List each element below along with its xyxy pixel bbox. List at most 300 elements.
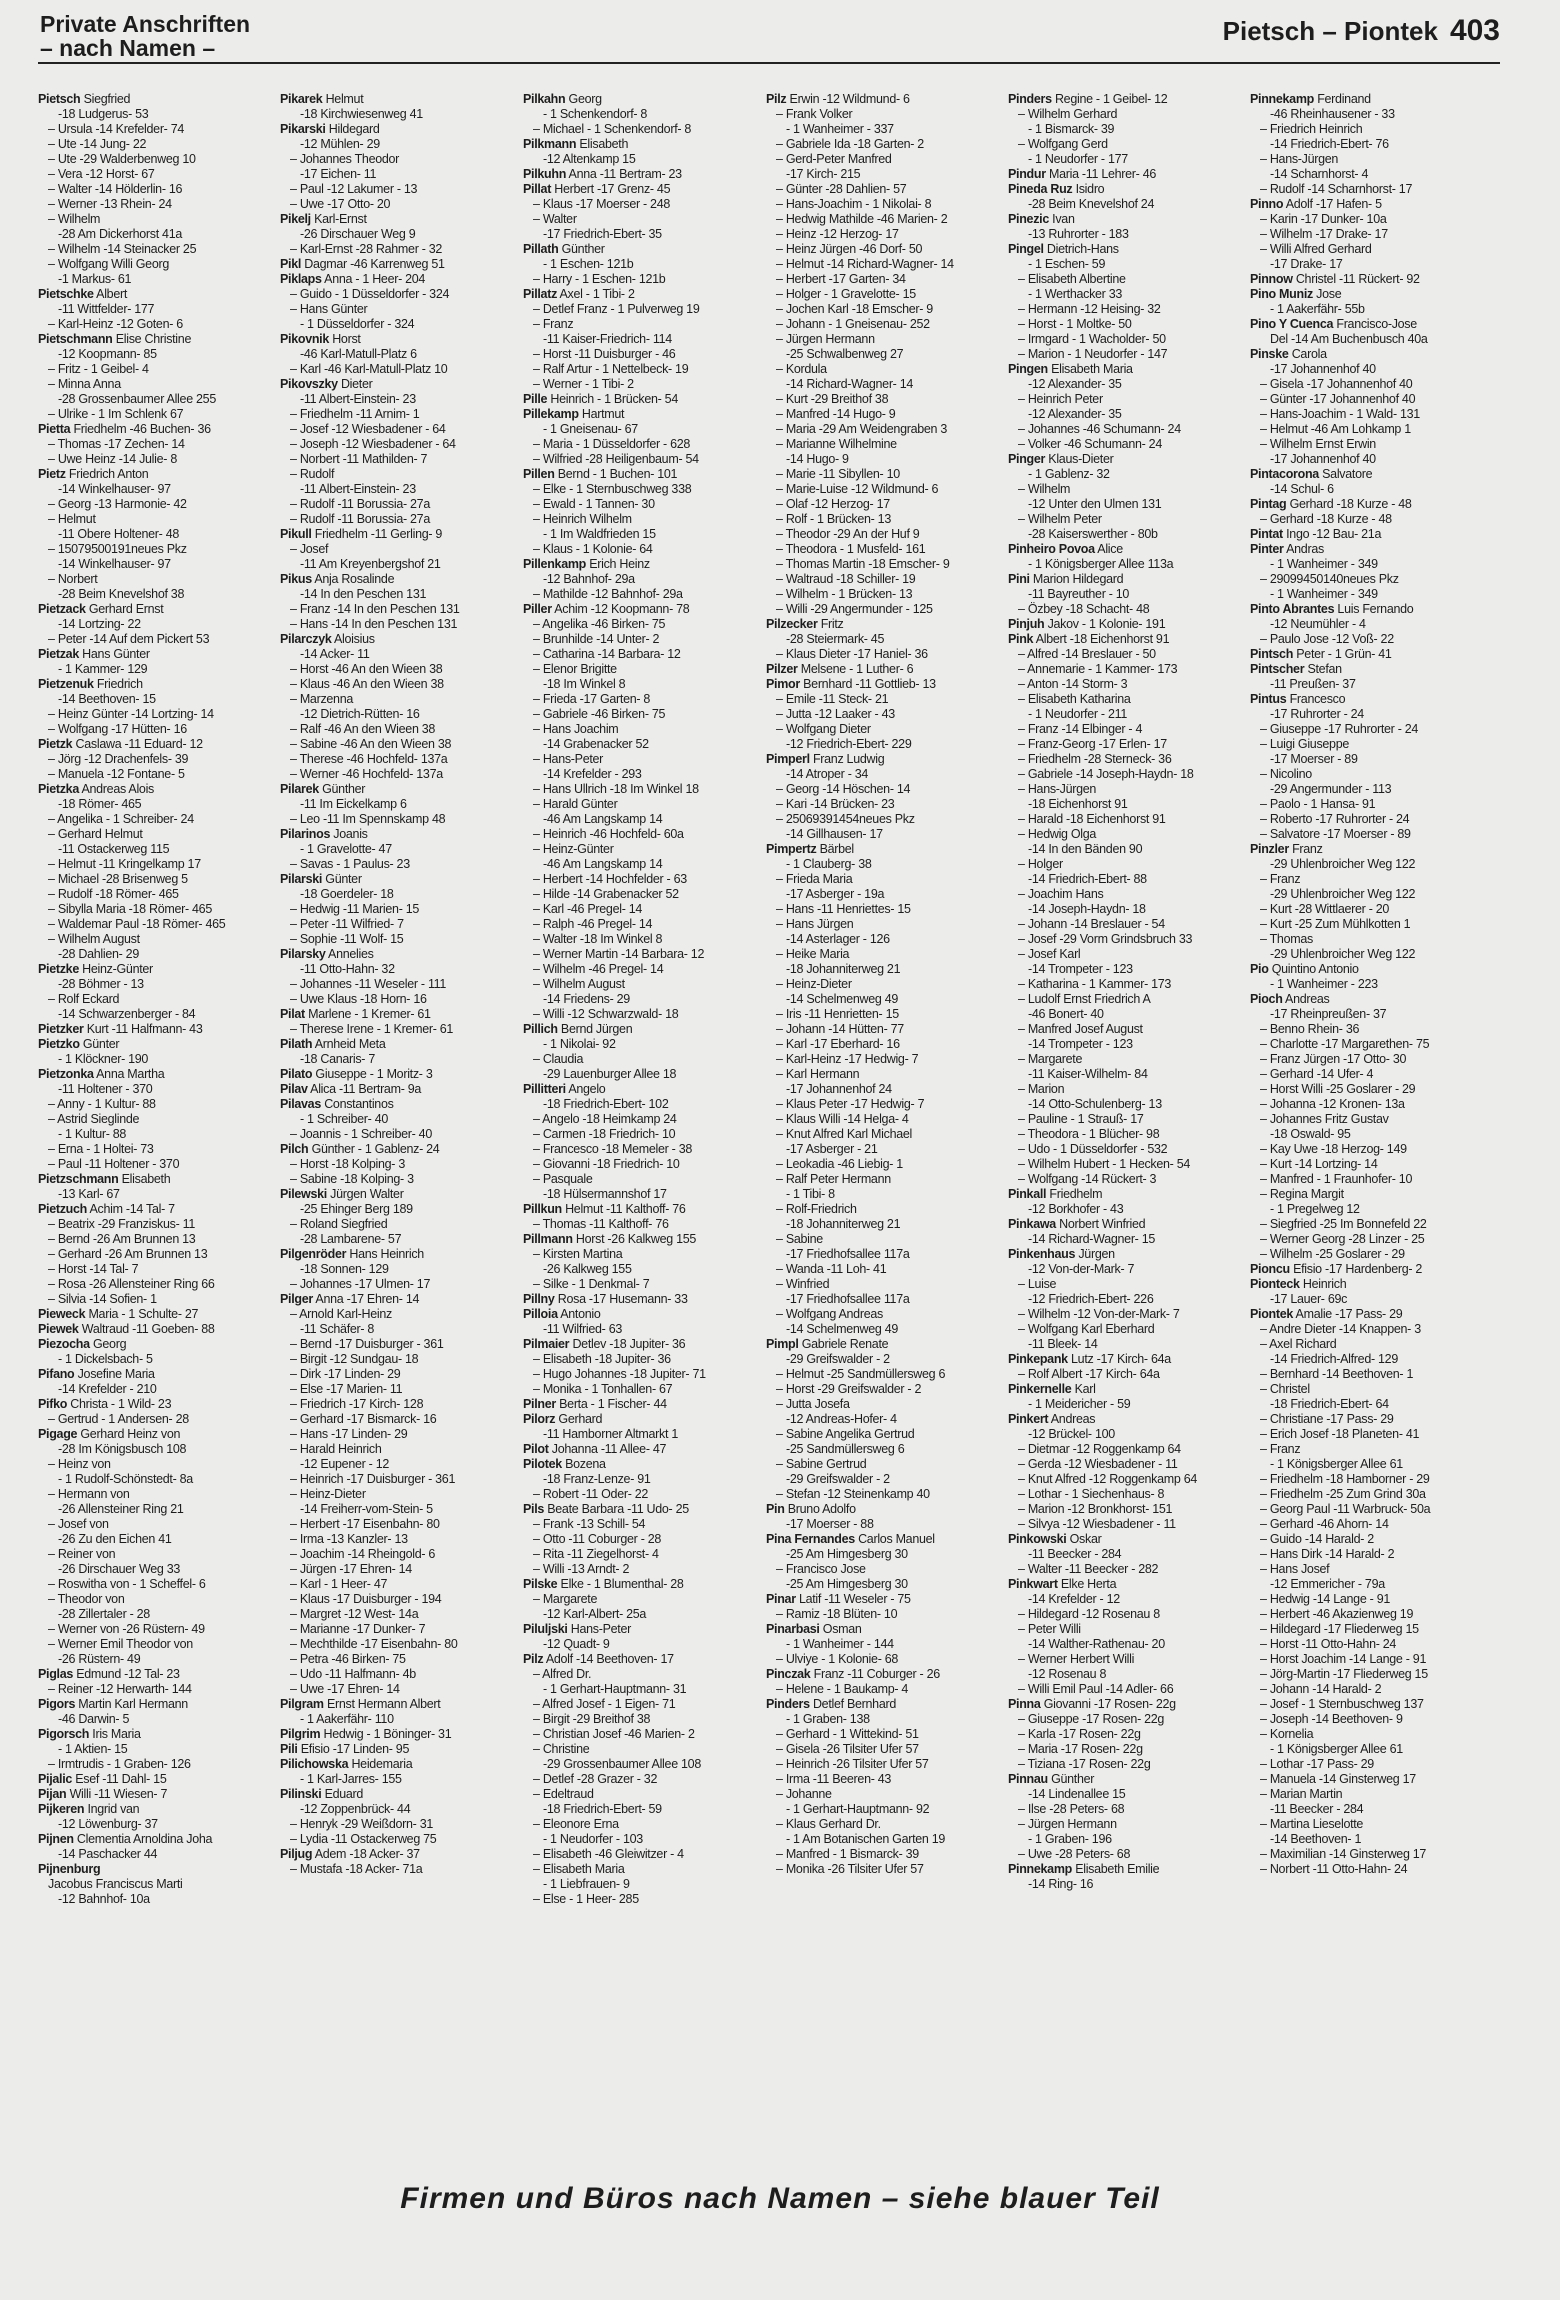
- entry-text: – Monika -26 Tilsiter Ufer 57: [776, 1862, 924, 1876]
- directory-entry: [523, 1247, 763, 1262]
- directory-entry: [1008, 767, 1248, 782]
- entry-text: – Silke - 1 Denkmal- 7: [533, 1277, 650, 1291]
- directory-entry: [38, 1397, 278, 1412]
- directory-entry: [1008, 992, 1248, 1007]
- entry-text: -11 Schäfer- 8: [300, 1322, 375, 1336]
- directory-entry: [1250, 1427, 1490, 1442]
- directory-entry: [766, 332, 1006, 347]
- directory-entry: [766, 527, 1006, 542]
- entry-text: – Francesco -18 Memeler - 38: [533, 1142, 693, 1156]
- entry-text: – Klaus -17 Duisburger - 194: [290, 1592, 442, 1606]
- entry-text: Franz: [1292, 842, 1323, 856]
- directory-entry: [523, 1862, 763, 1877]
- directory-entry: [280, 917, 520, 932]
- directory-entry: [523, 752, 763, 767]
- directory-entry: [38, 1112, 278, 1127]
- entry-text: -12 Borkhofer - 43: [1028, 1202, 1124, 1216]
- entry-text: -12 Bahnhof- 10a: [58, 1892, 150, 1906]
- directory-entry: [38, 1217, 278, 1232]
- directory-entry: [280, 767, 520, 782]
- entry-text: Gabriele Renate: [801, 1337, 889, 1351]
- directory-column: [523, 92, 763, 2162]
- directory-entry: [38, 1307, 278, 1322]
- entry-text: – Jürgen Hermann: [1018, 1817, 1117, 1831]
- directory-entry: [766, 1322, 1006, 1337]
- directory-entry: [1250, 92, 1490, 107]
- entry-text: -17 Johannenhof 40: [1270, 362, 1376, 376]
- directory-entry: [1008, 1097, 1248, 1112]
- directory-entry: [280, 1322, 520, 1337]
- directory-entry: [280, 1172, 520, 1187]
- entry-text: – Klaus -17 Moerser - 248: [533, 197, 671, 211]
- entry-text: – Johannes Theodor: [290, 152, 400, 166]
- directory-entry: [1008, 1607, 1248, 1622]
- directory-entry: [1008, 617, 1248, 632]
- entry-text: Ingo -12 Bau- 21a: [1286, 527, 1382, 541]
- entry-text: – Astrid Sieglinde: [48, 1112, 140, 1126]
- entry-surname: Pintag: [1250, 497, 1287, 511]
- directory-entry: [523, 557, 763, 572]
- directory-entry: [1250, 1667, 1490, 1682]
- directory-entry: [1250, 827, 1490, 842]
- entry-surname: Pikus: [280, 572, 312, 586]
- entry-surname: Pinczak: [766, 1667, 811, 1681]
- directory-entry: [38, 887, 278, 902]
- entry-text: – Roland Siegfried: [290, 1217, 388, 1231]
- directory-entry: [280, 1082, 520, 1097]
- entry-text: Franz Ludwig: [812, 752, 885, 766]
- directory-entry: [280, 347, 520, 362]
- directory-entry: [1008, 302, 1248, 317]
- entry-surname: Pietta: [38, 422, 71, 436]
- directory-entry: [1008, 737, 1248, 752]
- entry-surname: Pilkahn: [523, 92, 566, 106]
- directory-entry: [280, 677, 520, 692]
- directory-entry: [766, 542, 1006, 557]
- entry-text: – Giovanni -18 Friedrich- 10: [533, 1157, 680, 1171]
- entry-text: Hans Günter: [82, 647, 150, 661]
- entry-surname: Pina Fernandes: [766, 1532, 855, 1546]
- entry-text: – Wilhelm -25 Goslarer - 29: [1260, 1247, 1405, 1261]
- entry-text: -14 Schul- 6: [1270, 482, 1334, 496]
- entry-surname: Pinders: [1008, 92, 1052, 106]
- entry-text: -11 Albert-Einstein- 23: [300, 392, 416, 406]
- directory-entry: [280, 1367, 520, 1382]
- entry-text: - 1 Clauberg- 38: [786, 857, 872, 871]
- entry-text: - 1 Gerhart-Hauptmann- 92: [786, 1802, 930, 1816]
- entry-text: – Heinz-Dieter: [290, 1487, 366, 1501]
- directory-entry: [1250, 902, 1490, 917]
- directory-entry: [523, 1427, 763, 1442]
- directory-entry: [280, 722, 520, 737]
- entry-text: – Gisela -26 Tilsiter Ufer 57: [776, 1742, 919, 1756]
- entry-text: – Jutta -12 Laaker - 43: [776, 707, 895, 721]
- directory-entry: [766, 1127, 1006, 1142]
- entry-surname: Pijalic: [38, 1772, 73, 1786]
- directory-entry: [38, 467, 278, 482]
- directory-entry: [766, 467, 1006, 482]
- directory-entry: [38, 1082, 278, 1097]
- entry-text: – Maria -17 Rosen- 22g: [1018, 1742, 1143, 1756]
- directory-entry: [1250, 947, 1490, 962]
- entry-text: – Henryk -29 Weißdorn- 31: [290, 1817, 434, 1831]
- entry-text: – Hans-Peter: [533, 752, 604, 766]
- entry-surname: Pillny: [523, 1292, 555, 1306]
- entry-text: – Reiner von: [48, 1547, 116, 1561]
- directory-entry: [1250, 647, 1490, 662]
- entry-surname: Pilkmann: [523, 137, 577, 151]
- directory-entry: [766, 917, 1006, 932]
- entry-surname: Pinarbasi: [766, 1622, 820, 1636]
- directory-entry: [280, 1142, 520, 1157]
- directory-entry: [766, 1172, 1006, 1187]
- entry-text: Bernd - 1 Buchen- 101: [557, 467, 678, 481]
- directory-entry: [38, 1232, 278, 1247]
- entry-text: – Gerhard -14 Ufer- 4: [1260, 1067, 1374, 1081]
- directory-entry: [280, 1067, 520, 1082]
- entry-surname: Pilavas: [280, 1097, 321, 1111]
- directory-entry: [1250, 377, 1490, 392]
- entry-text: – Sabine -18 Kolping- 3: [290, 1172, 414, 1186]
- directory-entry: [523, 1757, 763, 1772]
- entry-text: - 1 Schreiber- 40: [300, 1112, 388, 1126]
- entry-text: – Vera -12 Horst- 67: [48, 167, 155, 181]
- entry-text: – Elenor Brigitte: [533, 662, 617, 676]
- entry-text: -12 Eupener - 12: [300, 1457, 390, 1471]
- entry-text: Marlene - 1 Kremer- 61: [308, 1007, 431, 1021]
- entry-text: – Robert -11 Oder- 22: [533, 1487, 649, 1501]
- entry-text: – Regina Margit: [1260, 1187, 1344, 1201]
- entry-text: – Walter: [533, 212, 577, 226]
- entry-text: – Charlotte -17 Margarethen- 75: [1260, 1037, 1430, 1051]
- directory-entry: [523, 902, 763, 917]
- entry-text: – Knut Alfred Karl Michael: [776, 1127, 913, 1141]
- entry-text: -14 Friedrich-Alfred- 129: [1270, 1352, 1398, 1366]
- entry-text: – Guido -14 Harald- 2: [1260, 1532, 1374, 1546]
- directory-entry: [1008, 272, 1248, 287]
- directory-entry: [38, 932, 278, 947]
- entry-text: -13 Ruhrorter - 183: [1028, 227, 1129, 241]
- entry-text: – Stefan -12 Steinenkamp 40: [776, 1487, 930, 1501]
- directory-entry: [1008, 1547, 1248, 1562]
- entry-text: Josefine Maria: [77, 1367, 155, 1381]
- directory-entry: [766, 1742, 1006, 1757]
- entry-text: Christa - 1 Wild- 23: [70, 1397, 172, 1411]
- directory-entry: [523, 1052, 763, 1067]
- entry-text: Heinrich: [1302, 1277, 1347, 1291]
- entry-surname: Piezocha: [38, 1337, 90, 1351]
- directory-entry: [280, 1052, 520, 1067]
- entry-text: Albert: [96, 287, 128, 301]
- entry-text: -28 Am Dickerhorst 41a: [58, 227, 183, 241]
- entry-text: – Silvia -14 Sofien- 1: [48, 1292, 157, 1306]
- directory-entry: [766, 137, 1006, 152]
- entry-text: -11 Kaiser-Friedrich- 114: [543, 332, 672, 346]
- directory-entry: [523, 527, 763, 542]
- directory-entry: [1008, 1367, 1248, 1382]
- entry-text: Ingrid van: [87, 1802, 140, 1816]
- directory-entry: [1008, 287, 1248, 302]
- directory-entry: [1008, 317, 1248, 332]
- directory-entry: [1008, 797, 1248, 812]
- entry-text: Antonio: [560, 1307, 601, 1321]
- directory-entry: [523, 137, 763, 152]
- entry-text: -28 Kaiserswerther - 80b: [1028, 527, 1158, 541]
- directory-entry: [766, 377, 1006, 392]
- entry-text: -14 Schelmenweg 49: [786, 992, 899, 1006]
- entry-text: -11 Ostackerweg 115: [58, 842, 170, 856]
- directory-entry: [280, 302, 520, 317]
- directory-entry: [38, 212, 278, 227]
- directory-entry: [280, 1607, 520, 1622]
- entry-text: Bernd Jürgen: [560, 1022, 633, 1036]
- entry-text: -26 Dirschauer Weg 33: [58, 1562, 181, 1576]
- directory-entry: [280, 257, 520, 272]
- entry-text: – Christiane -17 Pass- 29: [1260, 1412, 1394, 1426]
- entry-surname: Pinzler: [1250, 842, 1289, 856]
- entry-text: -14 Hugo- 9: [786, 452, 849, 466]
- directory-entry: [38, 407, 278, 422]
- entry-text: -11 Preußen- 37: [1270, 677, 1356, 691]
- directory-entry: [766, 617, 1006, 632]
- directory-entry: [1008, 242, 1248, 257]
- directory-entry: [766, 1022, 1006, 1037]
- directory-entry: [523, 1457, 763, 1472]
- directory-entry: [766, 1652, 1006, 1667]
- entry-text: – Wolfgang -17 Hütten- 16: [48, 722, 187, 736]
- directory-entry: [766, 1157, 1006, 1172]
- directory-entry: [766, 1667, 1006, 1682]
- directory-entry: [280, 1592, 520, 1607]
- directory-entry: [523, 1307, 763, 1322]
- directory-entry: [1250, 1097, 1490, 1112]
- entry-text: Dagmar -46 Karrenweg 51: [304, 257, 445, 271]
- entry-text: – Heinrich Peter: [1018, 392, 1103, 406]
- entry-text: Andreas Alois: [81, 782, 155, 796]
- entry-text: – Anny - 1 Kultur- 88: [48, 1097, 156, 1111]
- entry-text: – Wanda -11 Loh- 41: [776, 1262, 887, 1276]
- entry-text: – Kay Uwe -18 Herzog- 149: [1260, 1142, 1407, 1156]
- entry-text: – Maria - 1 Düsseldorfer - 628: [533, 437, 691, 451]
- directory-entry: [280, 827, 520, 842]
- directory-entry: [1008, 1262, 1248, 1277]
- entry-text: – Kornelia: [1260, 1727, 1314, 1741]
- directory-entry: [1008, 1187, 1248, 1202]
- entry-text: – Kurt -29 Breithof 38: [776, 392, 889, 406]
- entry-text: – Horst -11 Duisburger - 46: [533, 347, 676, 361]
- entry-text: – Rolf Albert -17 Kirch- 64a: [1018, 1367, 1160, 1381]
- directory-entry: [1250, 1772, 1490, 1787]
- entry-text: – Klaus - 1 Kolonie- 64: [533, 542, 653, 556]
- directory-entry: [38, 737, 278, 752]
- entry-text: – Lothar -17 Pass- 29: [1260, 1757, 1374, 1771]
- entry-text: -14 Krefelder - 12: [1028, 1592, 1120, 1606]
- entry-text: – Heinz -12 Herzog- 17: [776, 227, 899, 241]
- entry-text: -14 Richard-Wagner- 14: [786, 377, 914, 391]
- entry-text: Lutz -17 Kirch- 64a: [1071, 1352, 1171, 1366]
- entry-text: Alica -11 Bertram- 9a: [310, 1082, 422, 1096]
- entry-text: -29 Uhlenbroicher Weg 122: [1270, 857, 1416, 871]
- directory-entry: [1250, 737, 1490, 752]
- entry-text: – Günter -17 Johannenhof 40: [1260, 392, 1416, 406]
- entry-text: -18 Goerdeler- 18: [300, 887, 394, 901]
- directory-entry: [1008, 557, 1248, 572]
- entry-surname: Pietzka: [38, 782, 79, 796]
- entry-text: Amalie -17 Pass- 29: [1295, 1307, 1403, 1321]
- entry-text: -28 Böhmer - 13: [58, 977, 144, 991]
- entry-text: – Angelika -46 Birken- 75: [533, 617, 666, 631]
- directory-entry: [523, 1157, 763, 1172]
- directory-entry: [1008, 1772, 1248, 1787]
- entry-text: Elke - 1 Blumenthal- 28: [560, 1577, 684, 1591]
- directory-entry: [1250, 1367, 1490, 1382]
- entry-text: -18 Kirchwiesenweg 41: [300, 107, 423, 121]
- entry-text: – Bernd -17 Duisburger - 361: [290, 1337, 444, 1351]
- entry-text: Georg: [92, 1337, 127, 1351]
- entry-text: – Jürgen -17 Ehren- 14: [290, 1562, 412, 1576]
- directory-entry: [280, 1157, 520, 1172]
- entry-text: – Werner -13 Rhein- 24: [48, 197, 172, 211]
- directory-entry: [1250, 272, 1490, 287]
- entry-text: - 1 Dickelsbach- 5: [58, 1352, 153, 1366]
- entry-surname: Pietschmann: [38, 332, 113, 346]
- entry-text: -12 Friedrich-Ebert- 226: [1028, 1292, 1154, 1306]
- entry-text: -11 Beecker - 284: [1028, 1547, 1122, 1561]
- directory-entry: [1008, 1712, 1248, 1727]
- directory-entry: [766, 812, 1006, 827]
- entry-text: -14 Ring- 16: [1028, 1877, 1094, 1891]
- entry-surname: Pimor: [766, 677, 800, 691]
- directory-entry: [38, 692, 278, 707]
- directory-entry: [766, 992, 1006, 1007]
- entry-surname: Piglas: [38, 1667, 74, 1681]
- directory-entry: [38, 1667, 278, 1682]
- directory-entry: [766, 857, 1006, 872]
- entry-text: – Werner Emil Theodor von: [48, 1637, 193, 1651]
- entry-text: -14 Richard-Wagner- 15: [1028, 1232, 1156, 1246]
- entry-surname: Pilath: [280, 1037, 313, 1051]
- entry-text: – Wilfried -28 Heiligenbaum- 54: [533, 452, 699, 466]
- entry-text: -12 Emmericher - 79a: [1270, 1577, 1385, 1591]
- entry-text: – Elke - 1 Sternbuschweg 338: [533, 482, 692, 496]
- entry-text: Berta - 1 Fischer- 44: [559, 1397, 667, 1411]
- entry-text: – Gerhard - 1 Wittekind- 51: [776, 1727, 919, 1741]
- entry-text: – Willi -13 Arndt- 2: [533, 1562, 630, 1576]
- entry-text: -14 Krefelder - 293: [543, 767, 642, 781]
- entry-text: – Frieda -17 Garten- 8: [533, 692, 651, 706]
- entry-text: - 1 Gerhart-Hauptmann- 31: [543, 1682, 687, 1696]
- entry-text: Christel -11 Rückert- 92: [1295, 272, 1420, 286]
- entry-text: – Walter -18 Im Winkel 8: [533, 932, 663, 946]
- directory-entry: [523, 1472, 763, 1487]
- directory-entry: [1008, 1532, 1248, 1547]
- entry-surname: Pillich: [523, 1022, 558, 1036]
- directory-entry: [766, 1517, 1006, 1532]
- directory-entry: [280, 1832, 520, 1847]
- entry-text: – Josef - 1 Sternbuschweg 137: [1260, 1697, 1424, 1711]
- entry-surname: Pietzonka: [38, 1067, 94, 1081]
- page-number: 403: [1449, 14, 1500, 47]
- directory-entry: [523, 737, 763, 752]
- directory-entry: [1250, 1712, 1490, 1727]
- entry-text: -29 Greifswalder - 2: [786, 1472, 890, 1486]
- directory-entry: [523, 602, 763, 617]
- entry-surname: Pikarski: [280, 122, 326, 136]
- directory-entry: [38, 167, 278, 182]
- entry-text: -18 Friedrich-Ebert- 64: [1270, 1397, 1389, 1411]
- entry-text: -25 Ehinger Berg 189: [300, 1202, 413, 1216]
- directory-entry: [1008, 197, 1248, 212]
- directory-entry: [1008, 332, 1248, 347]
- entry-text: Heidemaria: [351, 1757, 413, 1771]
- directory-entry: [523, 1232, 763, 1247]
- entry-text: -14 Acker- 11: [300, 647, 370, 661]
- directory-entry: [38, 1292, 278, 1307]
- directory-entry: [280, 1547, 520, 1562]
- entry-text: – Pasquale: [533, 1172, 593, 1186]
- directory-entry: [1250, 857, 1490, 872]
- entry-text: Oskar: [1069, 1532, 1102, 1546]
- entry-text: – Helmut -11 Kringelkamp 17: [48, 857, 201, 871]
- entry-text: - 1 Tibi- 8: [786, 1187, 835, 1201]
- directory-entry: [38, 1337, 278, 1352]
- directory-entry: [766, 452, 1006, 467]
- directory-entry: [1008, 1457, 1248, 1472]
- entry-text: Hartmut: [581, 407, 625, 421]
- directory-entry: [280, 287, 520, 302]
- directory-entry: [1008, 1022, 1248, 1037]
- entry-surname: Pinnekamp: [1250, 92, 1314, 106]
- directory-entry: [1250, 527, 1490, 542]
- entry-text: – Josef von: [48, 1517, 109, 1531]
- directory-entry: [280, 647, 520, 662]
- entry-surname: Pilger: [280, 1292, 313, 1306]
- directory-entry: [766, 1262, 1006, 1277]
- entry-text: -17 Lauer- 69c: [1270, 1292, 1348, 1306]
- entry-text: – Mechthilde -17 Eisenbahn- 80: [290, 1637, 458, 1651]
- directory-entry: [523, 1322, 763, 1337]
- directory-entry: [1250, 302, 1490, 317]
- directory-entry: [766, 1412, 1006, 1427]
- entry-text: Beate Barbara -11 Udo- 25: [547, 1502, 689, 1516]
- entry-text: – Ulviye - 1 Kolonie- 68: [776, 1652, 899, 1666]
- entry-text: – Therese Irene - 1 Kremer- 61: [290, 1022, 454, 1036]
- directory-entry: [1008, 812, 1248, 827]
- directory-entry: [523, 452, 763, 467]
- entry-text: – Sabine: [776, 1232, 823, 1246]
- directory-entry: [523, 1832, 763, 1847]
- entry-text: Giuseppe - 1 Moritz- 3: [315, 1067, 433, 1081]
- directory-entry: [38, 587, 278, 602]
- entry-text: – Elisabeth -46 Gleiwitzer - 4: [533, 1847, 684, 1861]
- directory-entry: [766, 1307, 1006, 1322]
- entry-surname: Pili: [280, 1742, 298, 1756]
- entry-text: - 1 Wanheimer - 144: [786, 1637, 894, 1651]
- entry-text: Gerhard Heinz von: [80, 1427, 181, 1441]
- entry-text: – Hans -11 Henriettes- 15: [776, 902, 911, 916]
- entry-surname: Pintus: [1250, 692, 1287, 706]
- entry-surname: Pigage: [38, 1427, 78, 1441]
- entry-surname: Pimpl: [766, 1337, 799, 1351]
- entry-text: – Norbert -11 Mathilden- 7: [290, 452, 428, 466]
- entry-text: -18 Friedrich-Ebert- 59: [543, 1802, 662, 1816]
- directory-entry: [280, 632, 520, 647]
- directory-entry: [38, 152, 278, 167]
- entry-text: – Catharina -14 Barbara- 12: [533, 647, 681, 661]
- entry-text: – Hans Josef: [1260, 1562, 1330, 1576]
- entry-text: – Detlef Franz - 1 Pulverweg 19: [533, 302, 700, 316]
- entry-surname: Pilkuhn: [523, 167, 567, 181]
